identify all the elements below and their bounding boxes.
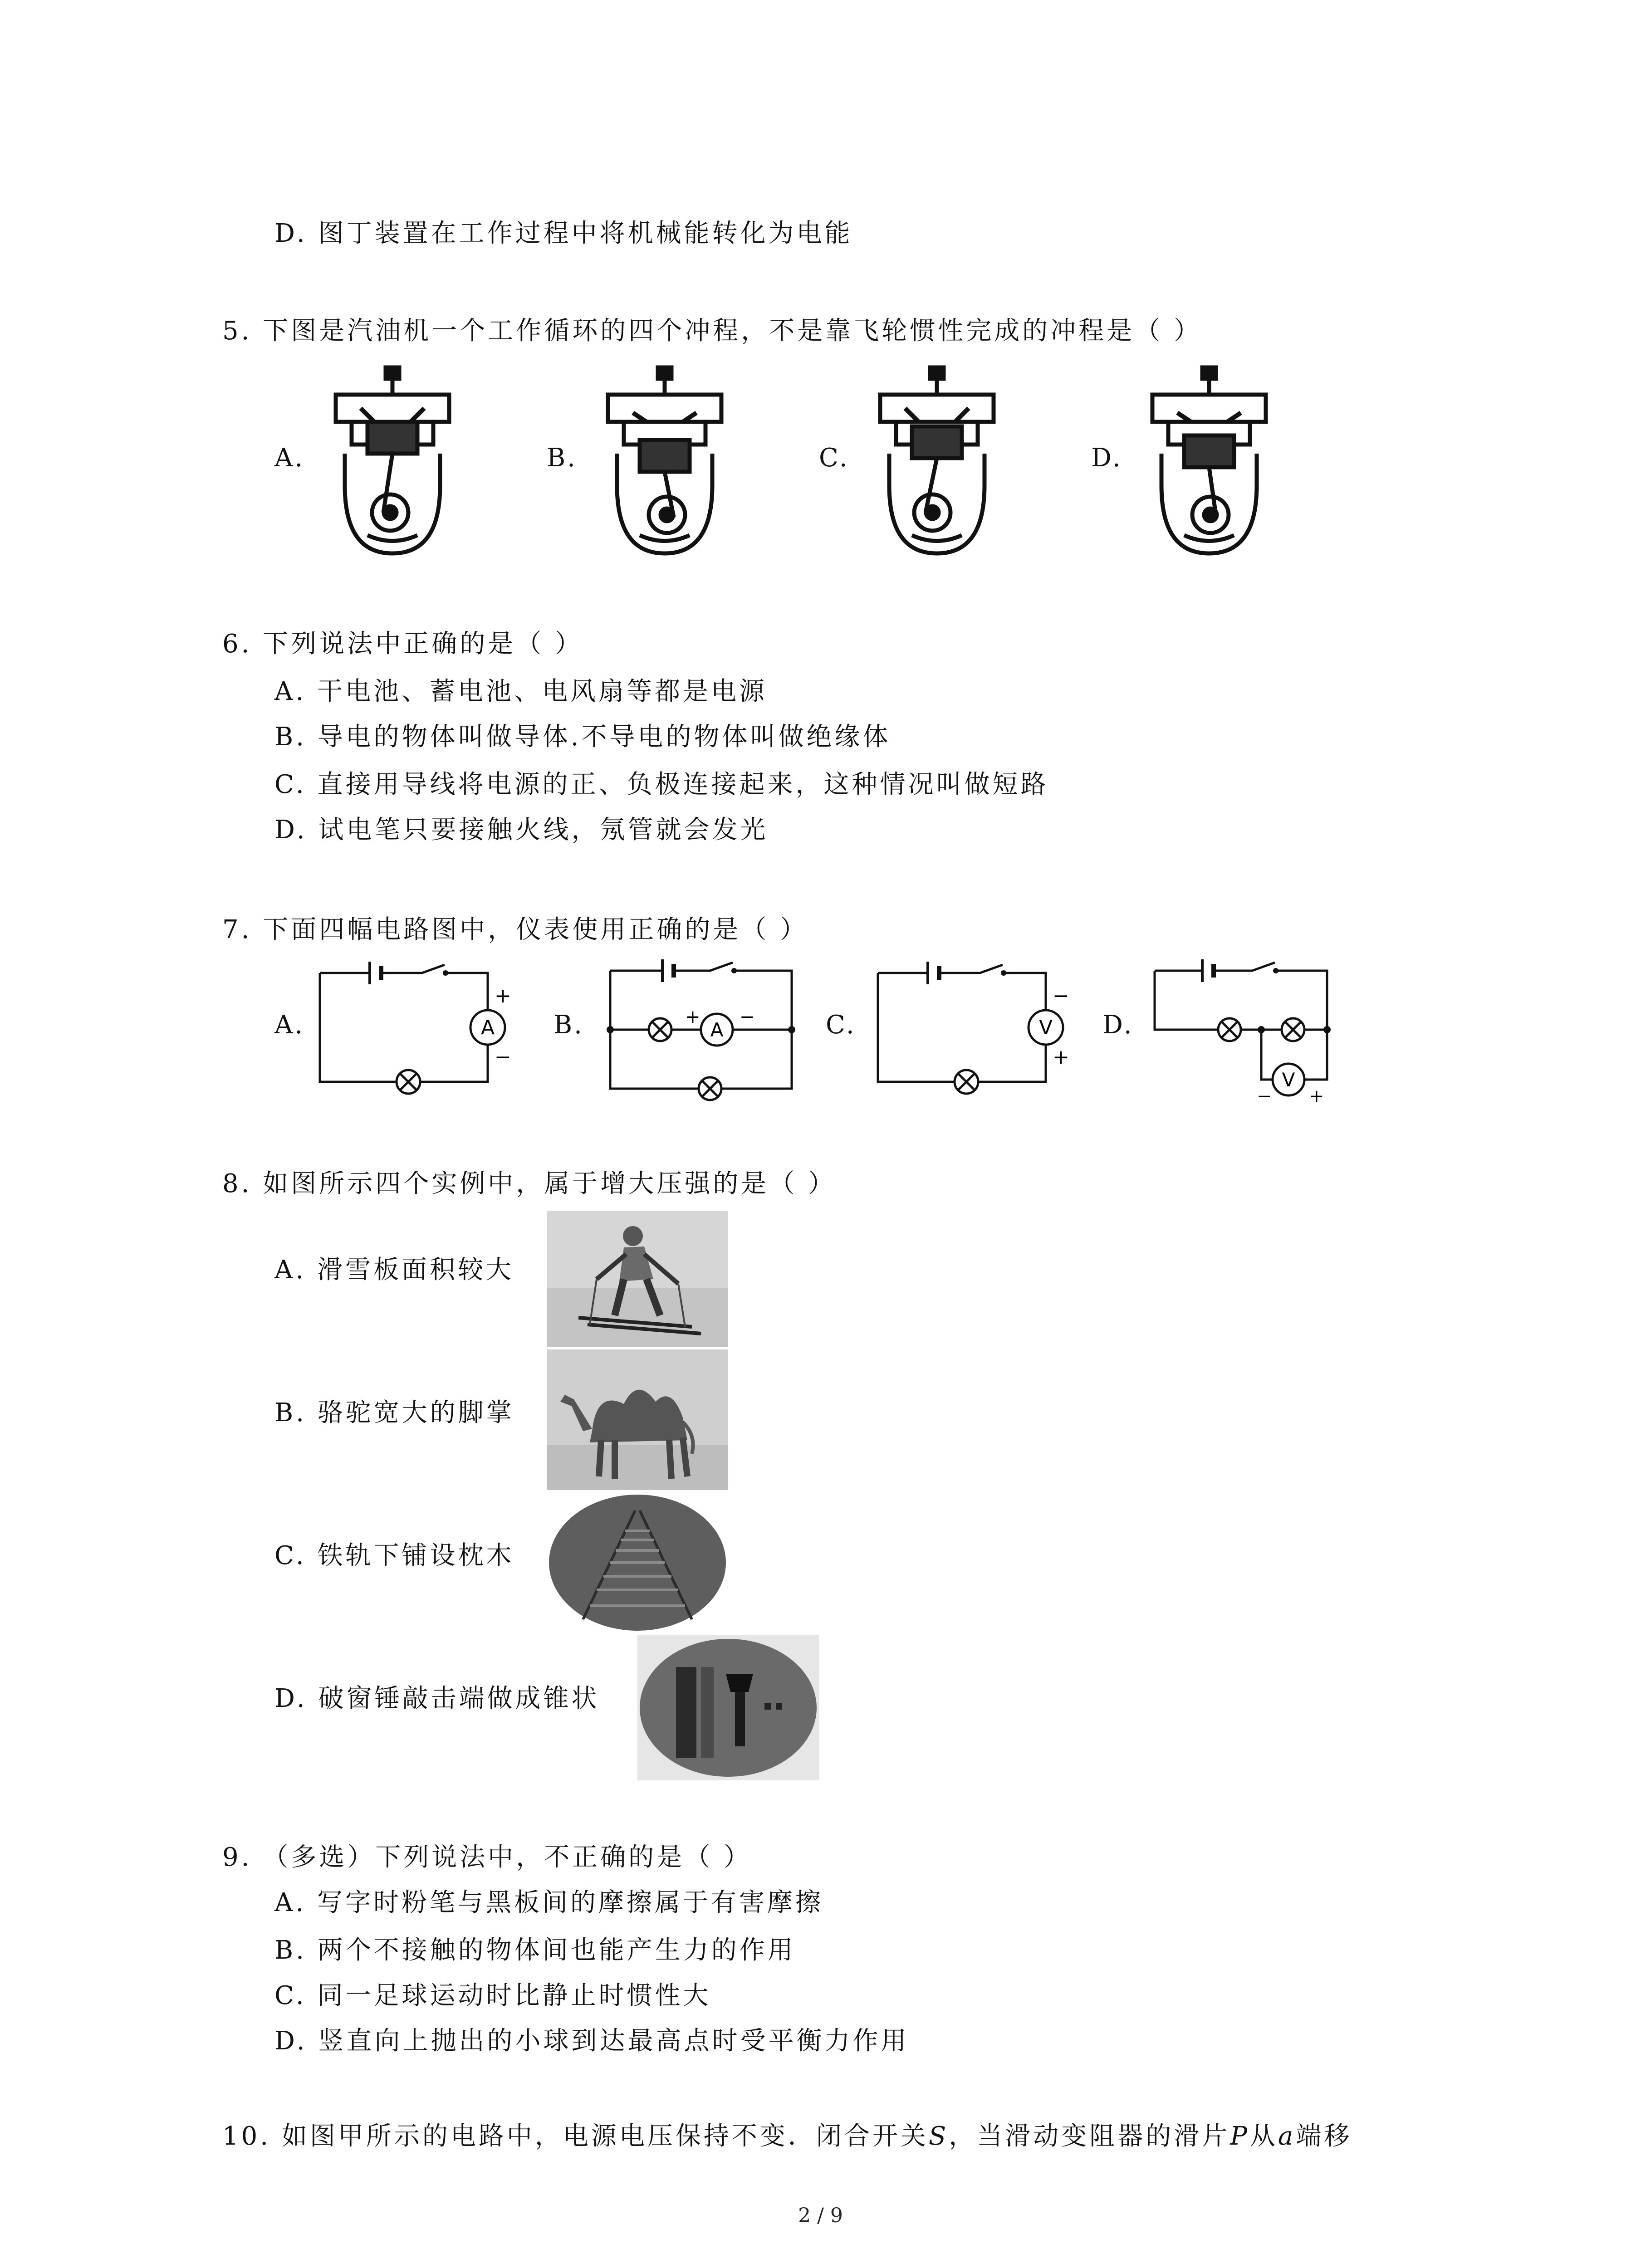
emergency-hammer-photo [637, 1635, 819, 1780]
railway-track-photo [547, 1492, 728, 1633]
circuit-a-plus: + [495, 984, 511, 1007]
q10-var-a: a [1278, 2121, 1296, 2151]
page-number: 2 / 9 [798, 2204, 843, 2227]
circuit-b-minus: − [740, 1007, 755, 1027]
q10-stem [222, 2118, 1352, 2155]
circuit-c-plus: + [1053, 1046, 1069, 1069]
q9-option-d: D. 竖直向上抛出的小球到达最高点时受平衡力作用 [274, 2026, 909, 2056]
q10-stem-part-2: ，当滑动变阻器的滑片 [949, 2121, 1230, 2151]
q7-label-a: A. [274, 1010, 305, 1040]
circuit-b-plus: + [685, 1007, 700, 1027]
q7-label-b: B. [554, 1010, 584, 1040]
q9-option-b: B. 两个不接触的物体间也能产生力的作用 [274, 1936, 796, 1965]
q8-stem: 8. 如图所示四个实例中，属于增大压强的是（ ） [222, 1169, 837, 1198]
circuit-a-minus: − [495, 1046, 511, 1069]
skier-photo [547, 1211, 728, 1347]
q5-label-a: A. [274, 443, 305, 473]
q10-var-s: S [928, 2121, 949, 2151]
circuit-c-minus: − [1053, 984, 1069, 1007]
q10-stem-part-3: 从 [1249, 2121, 1278, 2151]
q6-option-c: C. 直接用导线将电源的正、负极连接起来，这种情况叫做短路 [274, 770, 1049, 799]
engine-figure-a [318, 363, 467, 567]
q7-stem: 7. 下面四幅电路图中，仪表使用正确的是（ ） [222, 915, 808, 944]
q9-option-c: C. 同一足球运动时比静止时惯性大 [274, 1981, 711, 2010]
q5-label-b: B. [547, 443, 577, 473]
q7-label-c: C. [826, 1010, 856, 1040]
engine-figure-d [1134, 363, 1284, 567]
q10-var-p: P [1230, 2121, 1250, 2151]
q6-stem: 6. 下列说法中正确的是（ ） [222, 629, 583, 659]
engine-figure-b [590, 363, 740, 567]
q9-stem: 9. （多选）下列说法中，不正确的是（ ） [222, 1843, 752, 1872]
circuit-diagram-d [1148, 957, 1338, 1107]
circuit-diagram-a [313, 959, 511, 1095]
q9-option-a: A. 写字时粉笔与黑板间的摩擦属于有害摩擦 [274, 1888, 824, 1917]
q5-stem: 5. 下图是汽油机一个工作循环的四个冲程，不是靠飞轮惯性完成的冲程是（ ） [222, 316, 1202, 346]
q8-option-d: D. 破窗锤敲击端做成锥状 [274, 1684, 600, 1713]
q8-option-b: B. 骆驼宽大的脚掌 [274, 1398, 514, 1427]
q6-option-a: A. 干电池、蓄电池、电风扇等都是电源 [274, 677, 768, 706]
engine-figure-c [862, 363, 1012, 567]
circuit-d-voltmeter-symbol: V [1282, 1069, 1295, 1091]
q10-stem-part-1: 10. 如图甲所示的电路中，电源电压保持不变．闭合开关 [222, 2121, 929, 2151]
q8-option-c: C. 铁轨下铺设枕木 [274, 1541, 514, 1570]
camel-photo [547, 1349, 728, 1490]
q8-option-a: A. 滑雪板面积较大 [274, 1255, 514, 1285]
q5-label-d: D. [1091, 443, 1122, 473]
q6-option-d: D. 试电笔只要接触火线，氖管就会发光 [274, 815, 769, 845]
circuit-a-ammeter-symbol: A [480, 1016, 495, 1039]
circuit-diagram-b [603, 957, 803, 1107]
circuit-d-minus: − [1257, 1086, 1272, 1107]
q5-label-c: C. [819, 443, 849, 473]
circuit-diagram-c [871, 959, 1069, 1095]
q7-label-d: D. [1102, 1010, 1134, 1040]
q4-option-d: D. 图丁装置在工作过程中将机械能转化为电能 [274, 219, 853, 248]
circuit-c-voltmeter-symbol: V [1038, 1016, 1053, 1039]
q10-stem-part-4: 端移 [1296, 2121, 1352, 2151]
circuit-b-ammeter-symbol: A [710, 1019, 724, 1041]
q6-option-b: B. 导电的物体叫做导体.不导电的物体叫做绝缘体 [274, 722, 891, 752]
circuit-d-plus: + [1309, 1086, 1324, 1107]
